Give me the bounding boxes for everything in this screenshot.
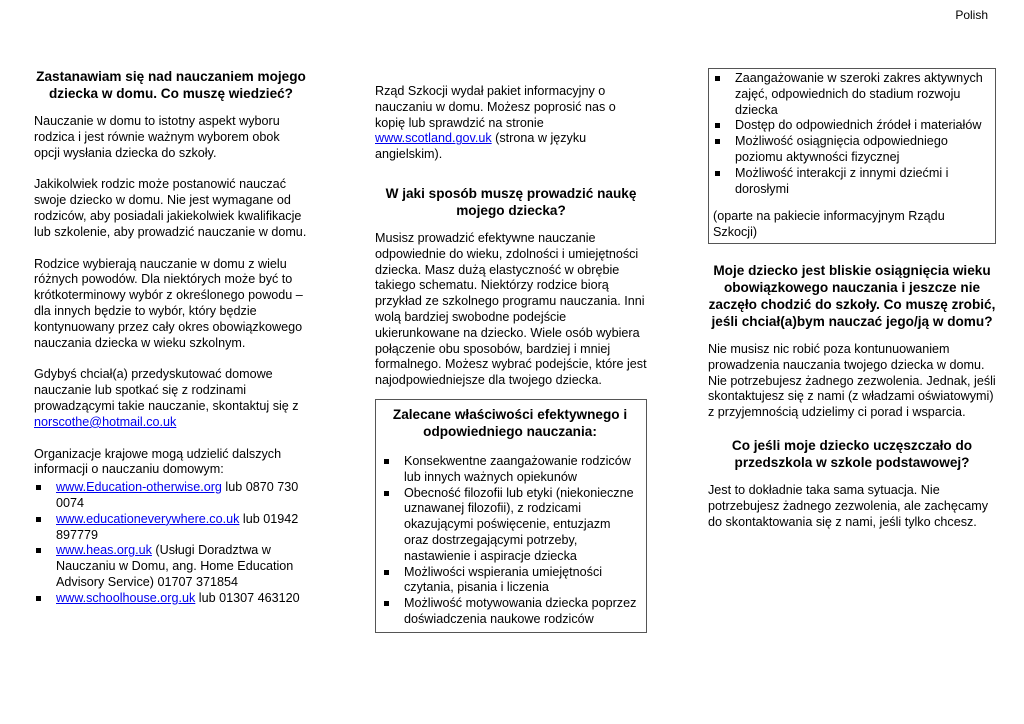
paragraph-any-parent: Jakikolwiek rodzic może postanowić nauczać swoje dziecko w domu. Nie jest wymagane od rodziców, aby posiadali jakiekolwiek kwalifikacje lub szkolenie, aby prowadzić nauczanie w domu. [34, 177, 307, 239]
info-pack-note: (strona w języku angielskim). [375, 131, 587, 162]
language-label: Polish [955, 8, 988, 22]
org-detail: lub 01942 897779 [56, 511, 299, 542]
qualities-continued-box [708, 68, 996, 244]
org-link[interactable]: www.Education-otherwise.org [56, 480, 222, 495]
paragraph-organisations: Organizacje krajowe mogą udzielić dalszych informacji o nauczaniu domowym: [34, 446, 282, 477]
list-item: Możliwość interakcji z innymi dziećmi i dorosłymi [713, 166, 989, 198]
org-detail: (Usługi Doradztwa w Nauczaniu w Domu, ang. Home Education Advisory Service) 01707 371854 [56, 543, 294, 589]
paragraph-info-pack [375, 84, 647, 163]
paragraph-intro: Nauczanie w domu to istotny aspekt wyboru rodzica i jest równie ważnym wyborem obok opcji wysłania dziecka do szkoły. [34, 114, 280, 160]
contact-text: Gdybyś chciał(a) przedyskutować domowe nauczanie lub spotkać się z rodzinami prowadzącymi takie nauczanie, skontaktuj się z [34, 367, 299, 413]
paragraph-same-situation: Jest to dokładnie taka sama sytuacja. Nie potrzebujesz żadnego zezwolenia, ale zachęcamy do skontaktowania się z nami, jeśli tylko chcesz. [708, 482, 989, 529]
heading-school-age: Moje dziecko jest bliskie osiągnięcia wieku obowiązkowego nauczania i jeszcze nie zaczęło chodzić do szkoły. Co muszę zrobić, jeśli chciał(a)bym nauczać jego/ją w domu? [708, 262, 996, 329]
column-middle [375, 84, 647, 633]
org-link[interactable]: www.heas.org.uk [56, 543, 152, 558]
recommended-qualities-box [375, 399, 647, 633]
paragraph-effective-teaching: Musisz prowadzić efektywne nauczanie odpowiednie do wieku, zdolności i umiejętności dziecka. Masz dużą elastyczność w obrębie takiego schematu. Niektórzy rodzice biorą przykład ze szkolnego programu nauczania. Inni wolą bardziej swobodne podejście ukierunkowane na dziecko. Wiele osób wybiera połączenie obu sposobów, bardziej i mniej formalnego. Możesz wybrać podejście, które jest najodpowiedniejsze dla twojego dziecka. [375, 230, 647, 388]
org-link[interactable]: www.schoolhouse.org.uk [56, 590, 196, 605]
paragraph-no-action-needed: Nie musisz nic robić poza kontunuowaniem prowadzenia nauczania twojego dziecka w domu. Nie potrzebujesz żadnego zezwolenia. Jednak, jeśli skontaktujesz się z nami (z władzami oświatowymi) z przyjemnością udzielimy ci porad i wsparcia. [708, 341, 996, 420]
paragraph-contact [34, 367, 308, 430]
list-item: Obecność filozofii lub etyki (niekonieczne uznawanej filozofii), z rodzicami okazującymi poświęcenie, entuzjazm oraz dostrzegającymi potrzeby, nastawienie i aspiracje dziecka [382, 486, 638, 565]
list-item [34, 543, 308, 590]
list-item: Dostęp do odpowiednich źródeł i materiałów [713, 118, 989, 134]
list-item: Zaangażowanie w szeroki zakres aktywnych zajęć, odpowiednich do stadium rozwoju dziecka [713, 71, 989, 118]
list-item [34, 512, 308, 544]
list-item [34, 480, 308, 512]
organisations-list [34, 480, 308, 606]
qualities-list [382, 454, 638, 628]
contact-email-link[interactable]: norscothe@hotmail.co.uk [34, 414, 177, 429]
qualities-list-continued [713, 71, 989, 197]
scotland-gov-link[interactable]: www.scotland.gov.uk [375, 131, 492, 146]
org-detail: lub 01307 463120 [195, 590, 300, 605]
list-item: Konsekwentne zaangażowanie rodziców lub innych ważnych opiekunów [382, 454, 638, 486]
heading-home-education: Zastanawiam się nad nauczaniem mojego dziecka w domu. Co muszę wiedzieć? [36, 69, 306, 101]
heading-nursery: Co jeśli moje dziecko uczęszczało do przedszkola w szkole podstawowej? [731, 437, 973, 470]
box-heading: Zalecane właściwości efektywnego i odpowiedniego nauczania: [392, 406, 628, 439]
org-detail: lub 0870 730 0074 [56, 480, 299, 510]
heading-how-to-teach: W jaki sposób muszę prowadzić naukę mojego dziecka? [385, 185, 637, 218]
org-link[interactable]: www.educationeverywhere.co.uk [56, 511, 240, 526]
list-item: Możliwości wspierania umiejętności czytania, pisania i liczenia [382, 565, 638, 597]
column-left [34, 68, 308, 607]
source-note: (oparte na pakiecie informacyjnym Rządu Szkocji) [713, 209, 945, 240]
list-item: Możliwość motywowania dziecka poprzez doświadczenia naukowe rodziców [382, 596, 638, 628]
info-pack-text: Rząd Szkocji wydał pakiet informacyjny o nauczaniu w domu. Możesz poprosić nas o kopię lub sprawdzić na stronie [375, 84, 616, 130]
list-item: Możliwość osiągnięcia odpowiedniego poziomu aktywności fizycznej [713, 134, 989, 166]
column-right [708, 68, 996, 546]
paragraph-reasons: Rodzice wybierają nauczanie w domu z wielu różnych powodów. Dla niektórych może być to krótkoterminowy wybór z określonego powodu – dla innych będzie to wybór, który będzie kontynuowany przez cały okres obowiązkowego nauczania dziecka w wieku szkolnym. [34, 256, 303, 350]
list-item [34, 591, 308, 607]
